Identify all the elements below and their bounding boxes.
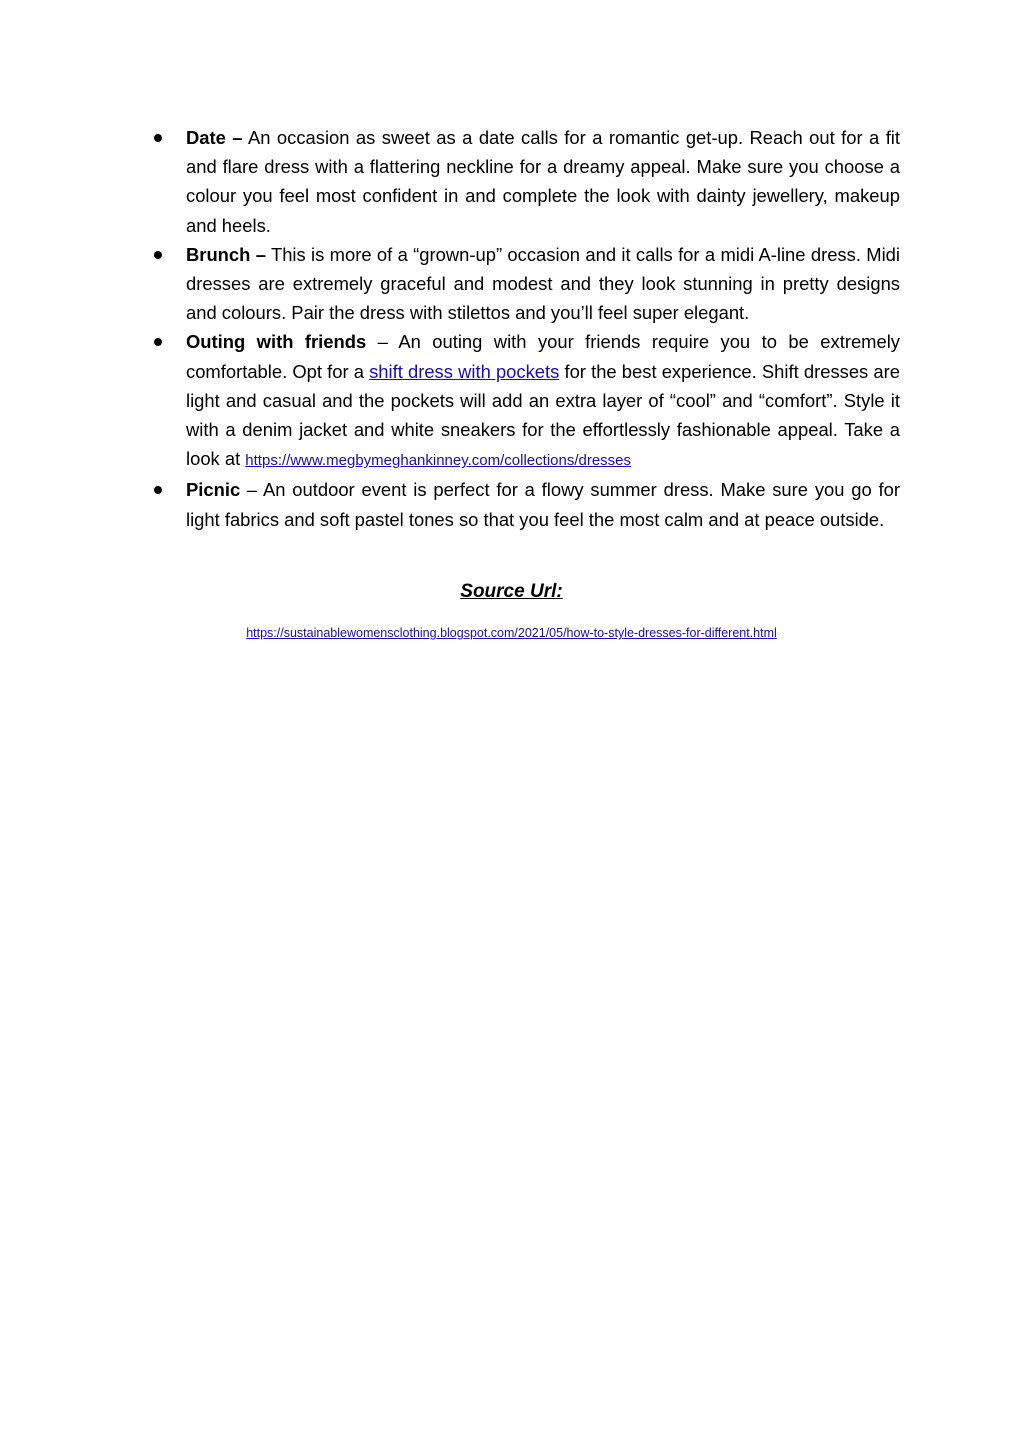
list-item-brunch [150, 240, 900, 328]
list-item-picnic [150, 475, 900, 533]
item-term: Brunch – [186, 243, 266, 265]
shift-dress-link[interactable]: shift dress with pockets [369, 360, 560, 382]
source-heading: Source Url: [460, 581, 563, 602]
bullet-icon [154, 486, 162, 494]
list-item-date [150, 123, 900, 240]
item-term: Outing with friends [186, 331, 367, 353]
item-term: Picnic [186, 479, 241, 501]
list-item-outing [150, 327, 900, 475]
item-term: Date – [186, 127, 243, 148]
item-text: An occasion as sweet as a date calls for a romantic get-up. Reach out for a fit and flare dress with a flattering neckline for a dreamy appeal. Make sure you choose a colour you feel most confident in and complete the look with dainty jewellery, makeup and heels. [186, 127, 901, 236]
item-text: – An outing with your friends require you to be extremely comfortable. Opt for a [186, 331, 900, 382]
bullet-icon [154, 134, 162, 142]
bullet-icon [154, 251, 162, 259]
collections-url-link[interactable]: https://www.megbymeghankinney.com/collections/dresses [245, 452, 632, 470]
source-url-link[interactable]: https://sustainablewomensclothing.blogspot.com/2021/05/how-to-style-dresses-for-different.html [246, 626, 777, 640]
item-text: for the best experience. Shift dresses are light and casual and the pockets will add an extra layer of “cool” and “comfort”. Style it with a denim jacket and white sneakers for the effortlessly fashionable appeal. Take a look at [186, 360, 900, 470]
item-text: – An outdoor event is perfect for a flowy summer dress. Make sure you go for light fabrics and soft pastel tones so that you feel the most calm and at peace outside. [186, 479, 900, 530]
item-text: This is more of a “grown-up” occasion and it calls for a midi A-line dress. Midi dresses are extremely graceful and modest and they look stunning in pretty designs and colours. Pair the dress with stilettos and you’ll feel super elegant. [186, 243, 900, 324]
occasion-list [150, 123, 900, 534]
bullet-icon [154, 338, 162, 346]
